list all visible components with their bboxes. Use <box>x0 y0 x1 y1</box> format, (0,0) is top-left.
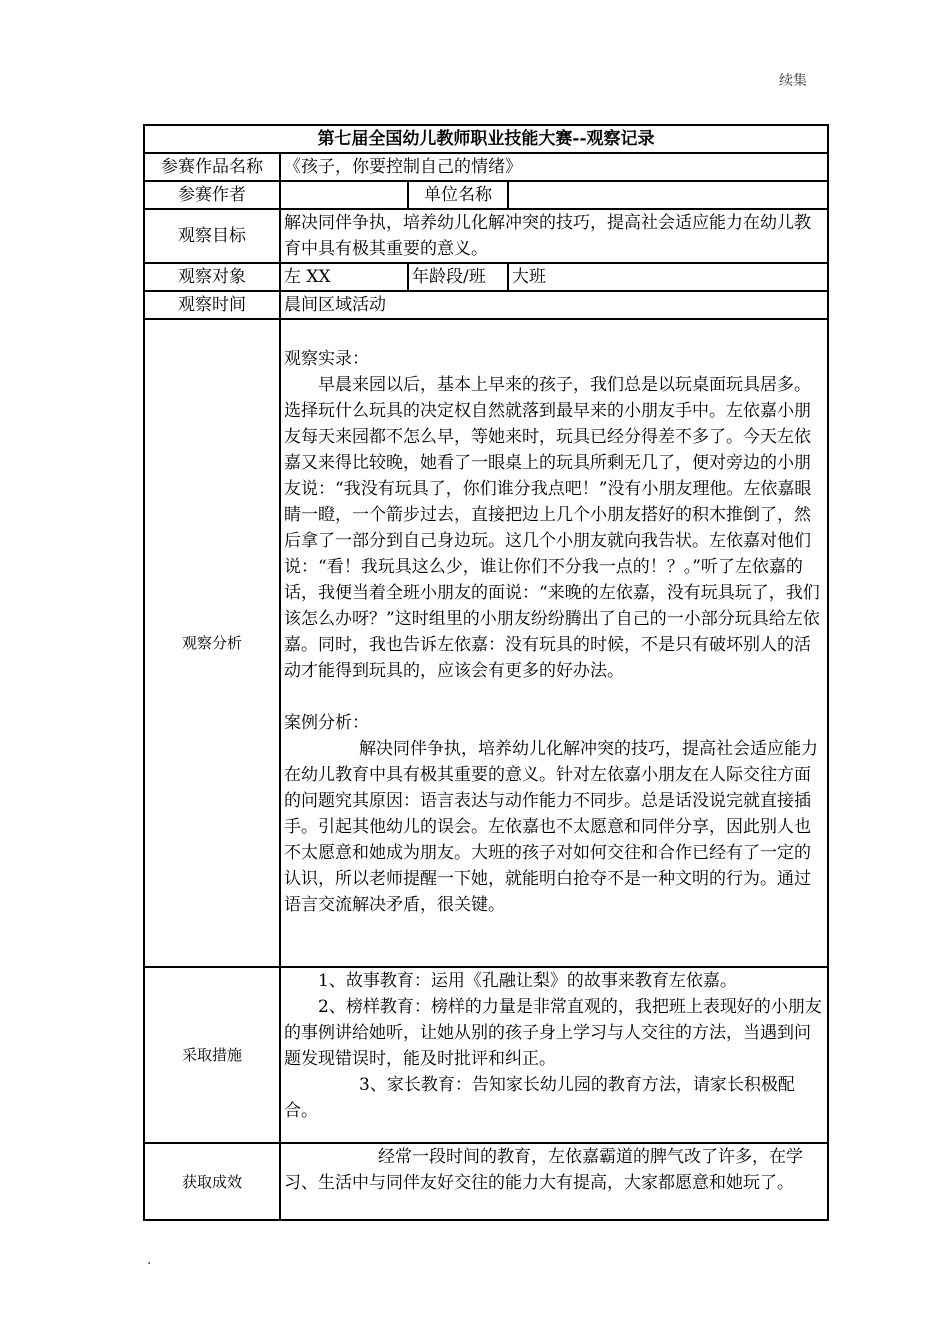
measure-item-1: 1、故事教育：运用《孔融让梨》的故事来教育左依嘉。 <box>318 971 737 991</box>
measure-item-3: 3、家长教育：告知家长幼儿园的教育方法，请家长积极配合。 <box>284 1075 795 1121</box>
author-label: 参赛作者 <box>144 181 280 209</box>
goal-label: 观察目标 <box>144 209 280 263</box>
author-value <box>280 181 408 209</box>
result-label: 获取成效 <box>144 1143 280 1220</box>
case-heading: 案例分析： <box>284 713 369 733</box>
analysis-label: 观察分析 <box>144 319 280 967</box>
footer-mark: . <box>147 1252 152 1268</box>
measure-item-2: 2、榜样教育：榜样的力量是非常直观的，我把班上表现好的小朋友的事例讲给她听，让她从别的孩子身上学习与人交往的方法，当遇到问题发现错误时，能及时批评和纠正。 <box>284 997 822 1069</box>
time-label: 观察时间 <box>144 291 280 319</box>
measures-label: 采取措施 <box>144 967 280 1143</box>
subject-label: 观察对象 <box>144 263 280 291</box>
unit-label: 单位名称 <box>408 181 508 209</box>
case-text: 解决同伴争执，培养幼儿化解冲突的技巧，提高社会适应能力在幼儿教育中具有极其重要的意义。针对左依嘉小朋友在人际交往方面的问题究其原因：语言表达与动作能力不同步。总是话没说完就直接插手。引起其他幼儿的误会。左依嘉也不太愿意和同伴分享，因此别人也不太愿意和她成为朋友。大班的孩子对如何交往和合作已经有了一定的认识，所以老师提醒一下她，就能明白抢夺不是一种文明的行为。通过语言交流解决矛盾，很关键。 <box>284 739 818 915</box>
age-label: 年龄段/班 <box>408 263 508 291</box>
time-value: 晨间区域活动 <box>280 291 828 319</box>
result-paragraph: 经常一段时间的教育，左依嘉霸道的脾气改了许多，在学习、生活中与同伴友好交往的能力大有提高，大家都愿意和她玩了。 <box>284 1147 803 1193</box>
record-heading: 观察实录： <box>284 349 369 369</box>
record-text: 早晨来园以后，基本上早来的孩子，我们总是以玩桌面玩具居多。选择玩什么玩具的决定权自然就落到最早来的小朋友手中。左依嘉小朋友每天来园都不怎么早，等她来时，玩具已经分得差不多了。今天左依嘉又来得比较晚，她看了一眼桌上的玩具所剩无几了，便对旁边的小朋友说：“我没有玩具了，你们谁分我点吧！”没有小朋友理他。左依嘉眼睛一瞪，一个箭步过去，直接把边上几个小朋友搭好的积木推倒了，然后拿了一部分到自己身边玩。这几个小朋友就向我告状。左依嘉对他们说：“看！我玩具这么少，谁让你们不分我一点的！？。”听了左依嘉的话，我便当着全班小朋友的面说：“来晚的左依嘉，没有玩具玩了，我们该怎么办呀？”这时组里的小朋友纷纷腾出了自己的一小部分玩具给左依嘉。同时，我也告诉左依嘉：没有玩具的时候，不是只有破坏别人的活动才能得到玩具的，应该会有更多的好办法。 <box>284 375 820 681</box>
unit-value <box>508 181 828 209</box>
age-value: 大班 <box>508 263 828 291</box>
observation-record-table <box>143 124 829 1221</box>
goal-text: 解决同伴争执，培养幼儿化解冲突的技巧，提高社会适应能力在幼儿教育中具有极其重要的意义。 <box>280 209 828 263</box>
measures-cell <box>280 967 828 1143</box>
continued-label: 续集 <box>779 73 807 89</box>
result-text <box>280 1143 828 1220</box>
work-name-value: 《孩子，你要控制自己的情绪》 <box>280 153 828 181</box>
subject-value: 左 XX <box>280 263 408 291</box>
work-name-label: 参赛作品名称 <box>144 153 280 181</box>
analysis-cell <box>280 319 828 967</box>
table-title: 第七届全国幼儿教师职业技能大赛--观察记录 <box>144 125 828 153</box>
